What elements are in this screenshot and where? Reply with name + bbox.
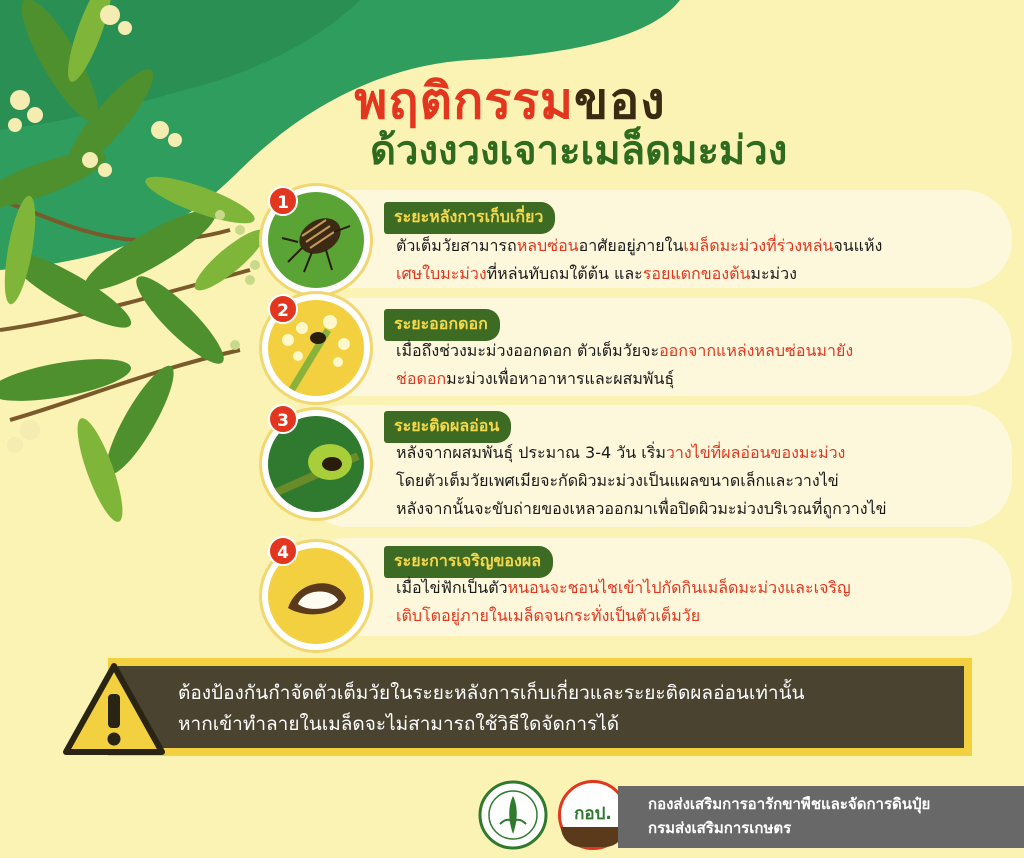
- title-rest: ของ: [574, 72, 666, 130]
- description-text: อาศัยอยู่ภายใน: [578, 236, 684, 255]
- description-line: [396, 602, 1006, 630]
- phase-label-4: ระยะการเจริญของผล: [384, 546, 553, 578]
- warning-line-1: ต้องป้องกันกำจัดตัวเต็มวัยในระยะหลังการเก็บเกี่ยวและระยะติดผลอ่อนเท่านั้น: [178, 682, 805, 704]
- phase-label-1: ระยะหลังการเก็บเกี่ยว: [384, 202, 555, 234]
- phase-description-2: [396, 337, 1006, 393]
- phase-description-4: [396, 574, 1006, 630]
- description-text: มะม่วงเพื่อหาอาหารและผสมพันธุ์: [446, 369, 675, 388]
- description-line: [396, 467, 1006, 495]
- description-line: [396, 337, 1006, 365]
- phase-number-badge-3: 3: [268, 404, 298, 434]
- department-seal-logo: [478, 780, 548, 850]
- phase-number-badge-2: 2: [268, 294, 298, 324]
- warning-text: [178, 678, 958, 740]
- footer-line-2: กรมส่งเสริมการเกษตร: [648, 819, 792, 837]
- phase-description-1: [396, 232, 1006, 288]
- highlight-text: หลบซ่อน: [516, 236, 579, 255]
- highlight-text: วางไข่ที่ผลอ่อนของมะม่วง: [665, 443, 846, 462]
- title-highlight: พฤติกรรม: [354, 72, 575, 130]
- kop-logo-soil: [561, 827, 625, 847]
- description-text: หลังจากนั้นจะขับถ่ายของเหลวออกมาเพื่อปิดผิวมะม่วงบริเวณที่ถูกวางไข่: [396, 499, 887, 518]
- description-text: ที่หล่นทับถมใต้ต้น และ: [486, 264, 643, 283]
- description-line: [396, 365, 1006, 393]
- description-line: [396, 260, 1006, 288]
- highlight-text: หนอนจะชอนไชเข้าไปกัดกินเมล็ดมะม่วงและเจริญ: [507, 578, 851, 597]
- footer-organization: [648, 792, 930, 840]
- description-line: [396, 495, 1006, 523]
- highlight-text: ช่อดอก: [396, 369, 447, 388]
- description-text: หลังจากผสมพันธุ์ ประมาณ 3-4 วัน เริ่ม: [396, 443, 666, 462]
- phase-number-badge-1: 1: [268, 186, 298, 216]
- description-line: [396, 439, 1006, 467]
- description-text: ตัวเต็มวัยสามารถ: [396, 236, 517, 255]
- highlight-text: เมล็ดมะม่วงที่ร่วงหล่น: [683, 236, 834, 255]
- description-text: มะม่วง: [750, 264, 797, 283]
- highlight-text: ออกจากแหล่งหลบซ่อนมายัง: [659, 341, 854, 360]
- description-text: โดยตัวเต็มวัยเพศเมียจะกัดผิวมะม่วงเป็นแผลขนาดเล็กและวางไข่: [396, 471, 839, 490]
- phase-description-3: [396, 439, 1006, 523]
- description-text: เมื่อไข่ฟักเป็นตัว: [396, 578, 508, 597]
- phase-label-2: ระยะออกดอก: [384, 309, 500, 341]
- highlight-text: เติบโตอยู่ภายในเมล็ดจนกระทั่งเป็นตัวเต็มวัย: [396, 606, 701, 625]
- description-text: จนแห้ง: [833, 236, 883, 255]
- highlight-text: รอยแตกของต้น: [642, 264, 751, 283]
- description-line: [396, 232, 1006, 260]
- description-line: [396, 574, 1006, 602]
- warning-triangle-icon: [62, 662, 166, 758]
- phase-label-3: ระยะติดผลอ่อน: [384, 411, 511, 443]
- description-text: เมื่อถึงช่วงมะม่วงออกดอก ตัวเต็มวัยจะ: [396, 341, 660, 360]
- phase-number-badge-4: 4: [268, 536, 298, 566]
- highlight-text: เศษใบมะม่วง: [396, 264, 487, 283]
- kop-logo-text: กอป.: [567, 801, 619, 827]
- page-title-line2: ด้วงงวงเจาะเมล็ดมะม่วง: [370, 128, 788, 174]
- footer-line-1: กองส่งเสริมการอารักขาพืชและจัดการดินปุ๋ย: [648, 795, 931, 813]
- warning-line-2: หากเข้าทำลายในเมล็ดจะไม่สามารถใช้วิธีใดจัดการได้: [178, 713, 620, 735]
